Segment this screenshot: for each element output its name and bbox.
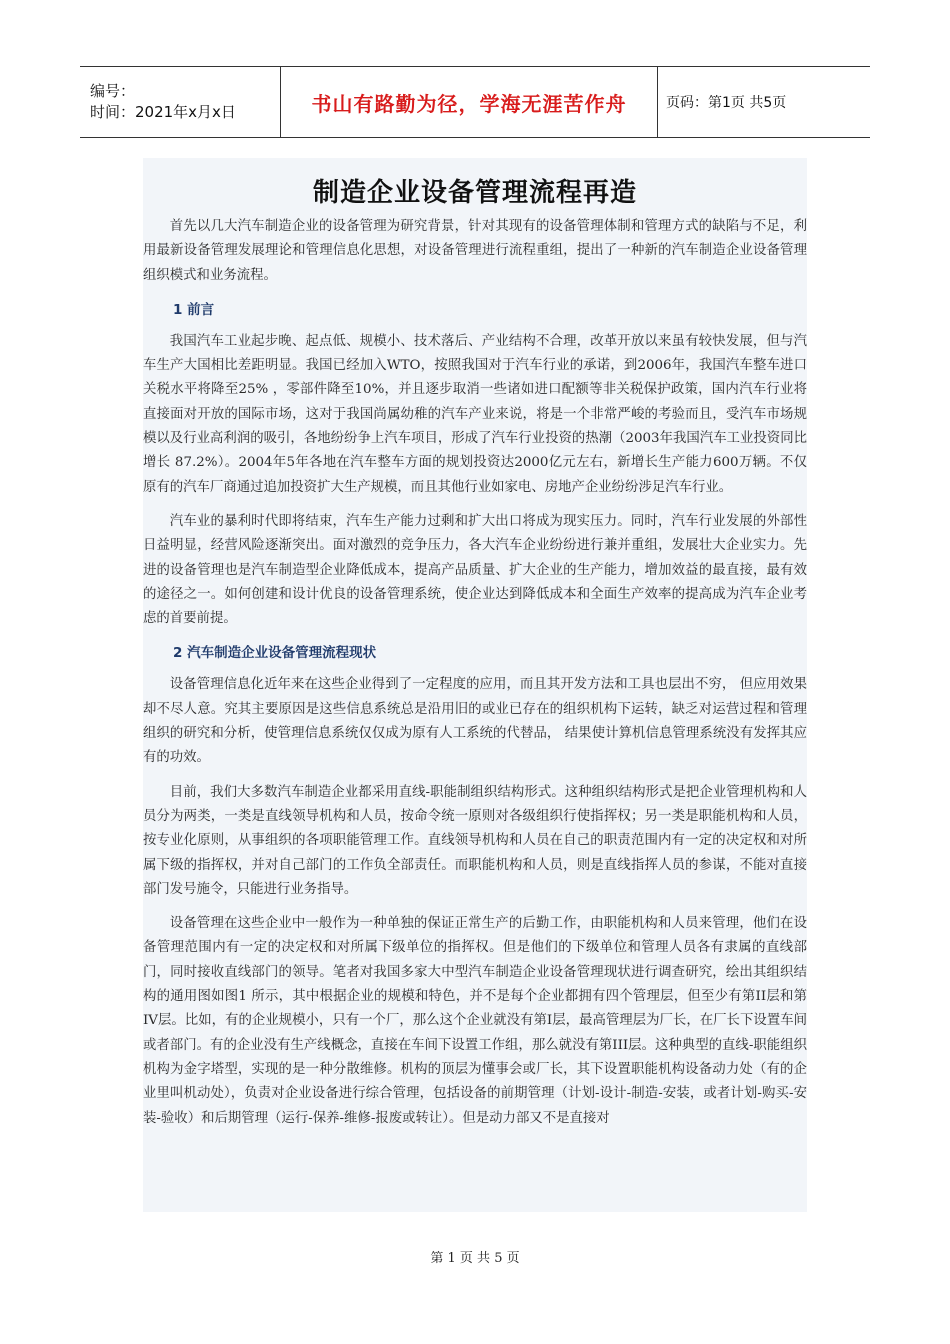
abstract-paragraph: 首先以几大汽车制造企业的设备管理为研究背景，针对其现有的设备管理体制和管理方式的缺陷与不足，利用最新设备管理发展理论和管理信息化思想，对设备管理进行流程重组，提出了一种新的汽车制造企业设备管理组织模式和业务流程。	[143, 219, 807, 283]
motto-text: 书山有路勤为径，学海无涯苦作舟	[311, 91, 627, 116]
page-number-label: 页码：第1页 共5页	[666, 95, 787, 111]
section-1-heading: 1 前言	[173, 301, 215, 318]
header-motto-cell	[280, 67, 658, 137]
header-left-cell	[80, 67, 280, 137]
section-2-paragraph-3: 设备管理在这些企业中一般作为一种单独的保证正常生产的后勤工作，由职能机构和人员来管理，他们在设备管理范围内有一定的决定权和对所属下级单位的指挥权。但是他们的下级单位和管理人员各有隶属的直线部门，同时接收直线部门的领导。笔者对我国多家大中型汽车制造企业设备管理现状进行调查研究，绘出其组织结构的通用图如图1 所示，其中根据企业的规模和特色，并不是每个企业都拥有四个管理层，但至少有第II层和第IV层。比如，有的企业规模小，只有一个厂，那么这个企业就没有第I层，最高管理层为厂长，在厂长下设置车间或者部门。有的企业没有生产线概念，直接在车间下设置工作组，那么就没有第III层。这种典型的直线-职能组织机构为金字塔型，实现的是一种分散维修。机构的顶层为懂事会或厂长，其下设置职能机构设备动力处（有的企业里叫机动处），负责对企业设备进行综合管理，包括设备的前期管理（计划-设计-制造-安装，或者计划-购买-安装-验收）和后期管理（运行-保养-维修-报废或转让）。但是动力部又不是直接对	[143, 916, 807, 1126]
document-body	[143, 158, 807, 1212]
section-1-paragraph-2: 汽车业的暴利时代即将结束，汽车生产能力过剩和扩大出口将成为现实压力。同时，汽车行业发展的外部性日益明显，经营风险逐渐突出。面对激烈的竞争压力，各大汽车企业纷纷进行兼并重组，发展壮大企业实力。先进的设备管理也是汽车制造型企业降低成本，提高产品质量、扩大企业的生产能力，增加效益的最直接，最有效的途径之一。如何创建和设计优良的设备管理系统，使企业达到降低成本和全面生产效率的提高成为汽车企业考虑的首要前提。	[143, 513, 807, 627]
date-label: 时间：2021年x月x日	[90, 103, 236, 121]
section-1-paragraph-1: 我国汽车工业起步晚、起点低、规模小、技术落后、产业结构不合理，改革开放以来虽有较快发展，但与汽车生产大国相比差距明显。我国已经加入WTO，按照我国对于汽车行业的承诺，到2006年，我国汽车整车进口关税水平将降至25% ，零部件降至10%，并且逐步取消一些诸如进口配额等非关税保护政策，国内汽车行业将直接面对开放的国际市场，这对于我国尚属幼稚的汽车产业来说，将是一个非常严峻的考验而且，受汽车市场规模以及行业高利润的吸引，各地纷纷争上汽车项目，形成了汽车行业投资的热潮（2003年我国汽车工业投资同比增长 87.2%）。2004年5年各地在汽车整车方面的规划投资达2000亿元左右，新增长生产能力600万辆。不仅原有的汽车厂商通过追加投资扩大生产规模，而且其他行业如家电、房地产企业纷纷涉足汽车行业。	[143, 333, 807, 495]
header-page-cell	[658, 67, 870, 137]
section-2-paragraph-1: 设备管理信息化近年来在这些企业得到了一定程度的应用，而且其开发方法和工具也层出不穷， 但应用效果却不尽人意。究其主要原因是这些信息系统总是沿用旧的或业已存在的组织机构下运转，缺乏对运营过程和管理组织的研究和分析，使管理信息系统仅仅成为原有人工系统的代替品， 结果使计算机信息管理系统没有发挥其应有的功效。	[143, 677, 807, 766]
header-table	[80, 66, 870, 138]
number-label: 编号：	[90, 82, 136, 100]
section-2-heading: 2 汽车制造企业设备管理流程现状	[173, 645, 377, 662]
section-2-paragraph-2: 目前，我们大多数汽车制造企业都采用直线-职能制组织结构形式。这种组织结构形式是把企业管理机构和人员分为两类，一类是直线领导机构和人员，按命令统一原则对各级组织行使指挥权；另一类是职能机构和人员，按专业化原则，从事组织的各项职能管理工作。直线领导机构和人员在自己的职责范围内有一定的决定权和对所属下级的指挥权，并对自己部门的工作负全部责任。而职能机构和人员，则是直线指挥人员的参谋，不能对直接部门发号施令，只能进行业务指导。	[143, 784, 807, 897]
document-title: 制造企业设备管理流程再造	[312, 178, 637, 208]
page-footer: 第 1 页 共 5 页	[430, 1251, 520, 1266]
